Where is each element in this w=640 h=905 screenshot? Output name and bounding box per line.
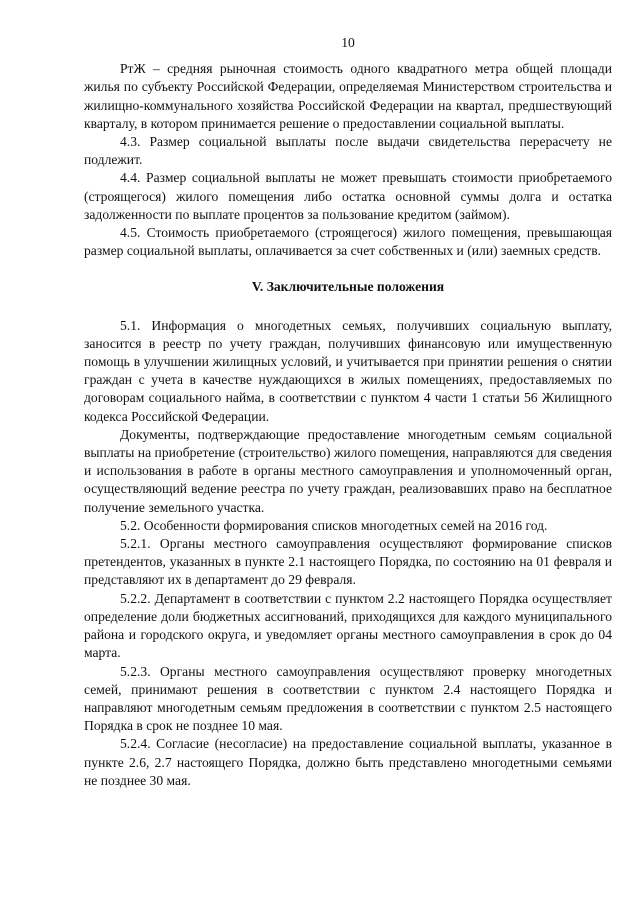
document-page xyxy=(84,34,612,790)
paragraph-5-2-4: 5.2.4. Согласие (несогласие) на предоставление социальной выплаты, указанное в пункте 2.6, 2.7 настоящего Порядка, должно быть представлено многодетными семьями не позднее 30 мая. xyxy=(84,736,612,788)
paragraph-4-3: 4.3. Размер социальной выплаты после выдачи свидетельства перерасчету не подлежит. xyxy=(84,134,612,168)
paragraphs-before-section xyxy=(84,60,612,260)
paragraph-5-2: 5.2. Особенности формирования списков многодетных семей на 2016 год. xyxy=(120,517,548,533)
paragraph-4-5: 4.5. Стоимость приобретаемого (строящегося) жилого помещения, превышающая размер социальной выплаты, оплачивается за счет собственных и (или) заемных средств. xyxy=(84,225,612,259)
paragraphs-after-section xyxy=(84,317,612,790)
page-number: 10 xyxy=(341,35,355,50)
paragraph-5-1: 5.1. Информация о многодетных семьях, получивших социальную выплату, заносится в реестр по учету граждан, получивших финансовую или имущественную помощь в улучшении жилищных условий, и учитывается при принятии решения о снятии граждан с учета в качестве нуждающихся в жилых помещениях, предоставляемых по договорам социального найма, в соответствии с пунктом 4 части 1 статьи 56 Жилищного кодекса Российской Федерации. xyxy=(84,317,612,424)
paragraph-5-2-1: 5.2.1. Органы местного самоуправления осуществляют формирование списков претендентов, указанных в пункте 2.1 настоящего Порядка, по состоянию на 01 февраля и представляют их в департамент до 29 февраля. xyxy=(84,536,612,588)
paragraph-5-2-2: 5.2.2. Департамент в соответствии с пунктом 2.2 настоящего Порядка осуществляет определение доли бюджетных ассигнований, приходящихся для каждого муниципального района и городского округа, и уведомляет органы местного самоуправления в срок до 04 марта. xyxy=(84,590,612,661)
paragraph-documents: Документы, подтверждающие предоставление многодетным семьям социальной выплаты на приобретение (строительство) жилого помещения, направляются для сведения и использования в работе в органы местного самоуправления и уполномоченный орган, осуществляющий ведение реестра по учету граждан, реализовавших право на бесплатное получение земельного участка. xyxy=(84,426,612,515)
paragraph-rtzh-definition: РтЖ – средняя рыночная стоимость одного квадратного метра общей площади жилья по субъекту Российской Федерации, определяемая Министерством строительства и жилищно-коммунального хозяйства Российской Федерации на квартал, предшествующий кварталу, в котором принимается решение о предоставлении социальной выплаты. xyxy=(84,61,612,131)
section-title: V. Заключительные положения xyxy=(251,279,445,295)
paragraph-4-4: 4.4. Размер социальной выплаты не может превышать стоимости приобретаемого (строящегося) жилого помещения либо остатка основной суммы долга и остатка задолженности по выплате процентов за пользование кредитом (займом). xyxy=(84,170,612,222)
paragraph-5-2-3: 5.2.3. Органы местного самоуправления осуществляют проверку многодетных семей, принимают решения в соответствии с пунктом 2.4 настоящего Порядка и направляют многодетным семьям предложения в соответствии с пунктом 2.5 настоящего Порядка в срок не позднее 10 мая. xyxy=(84,663,612,734)
